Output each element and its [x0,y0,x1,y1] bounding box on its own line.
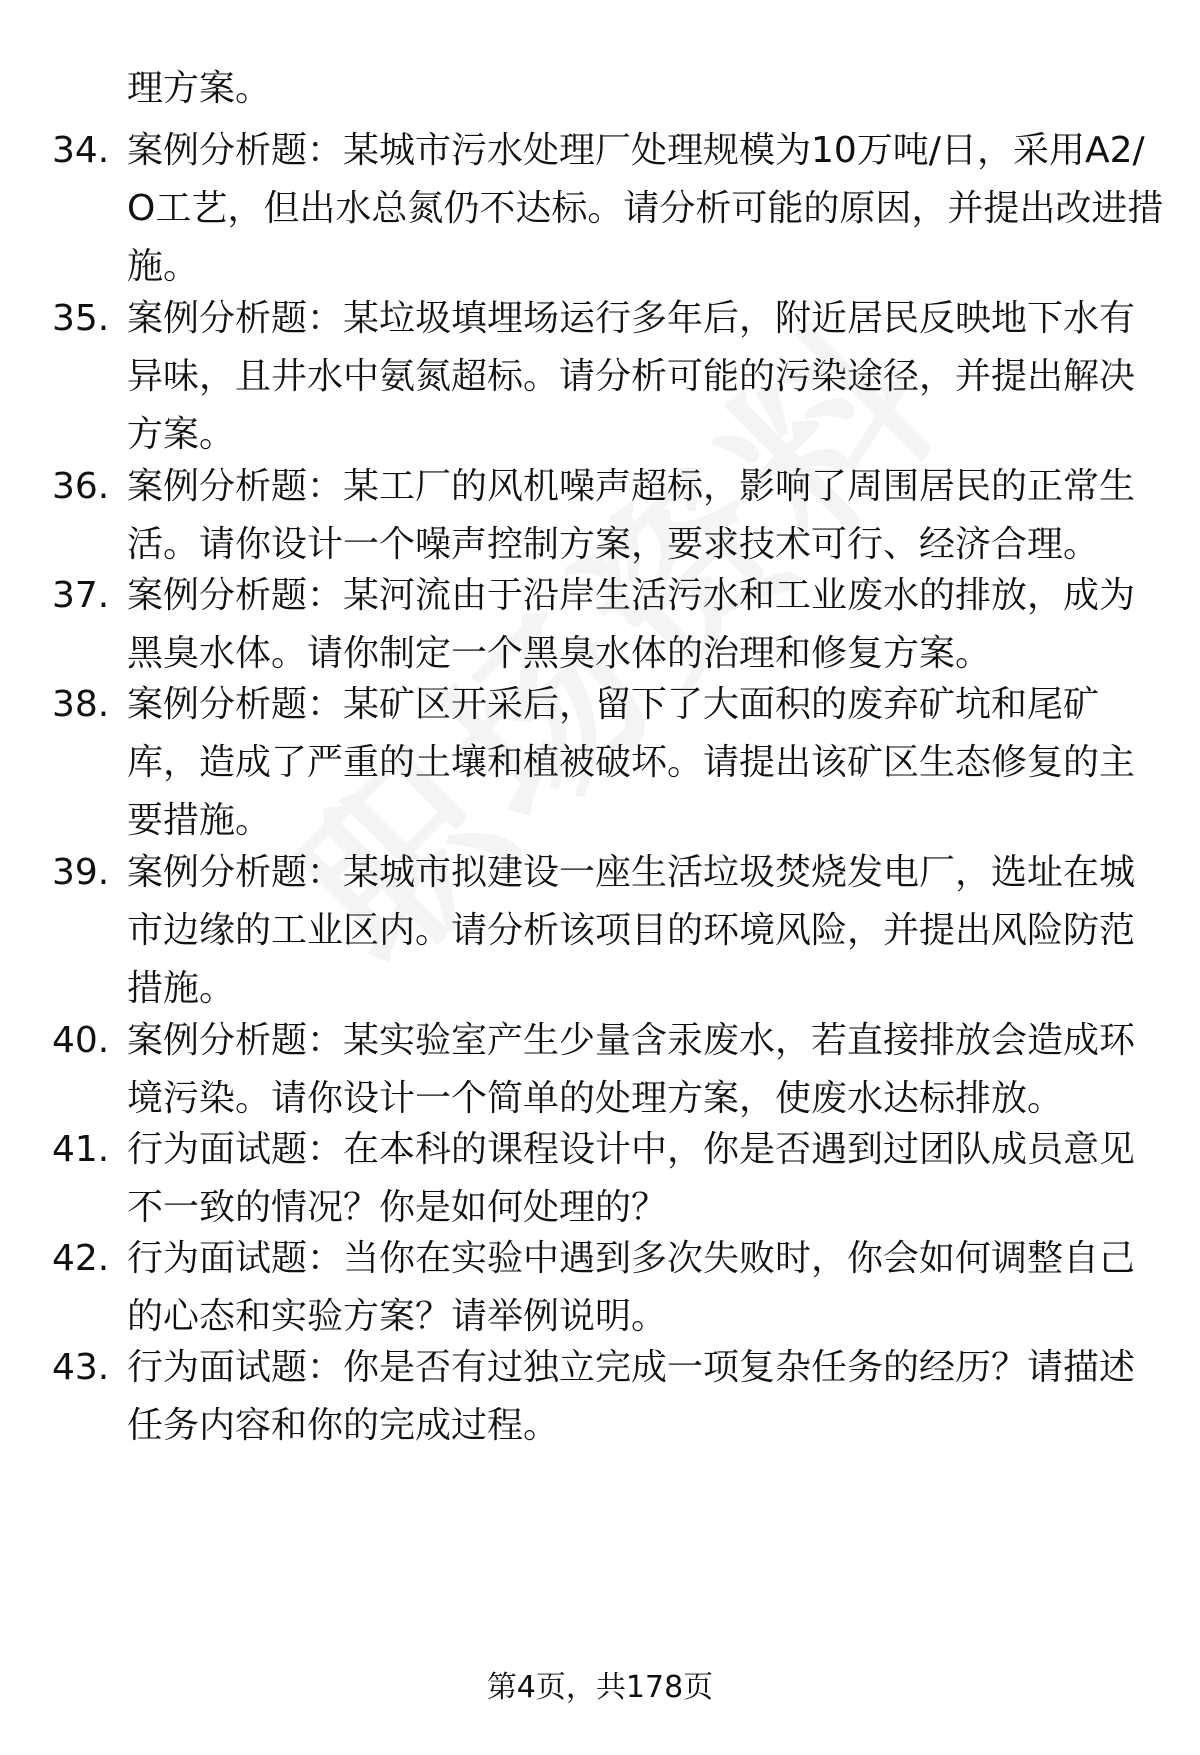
question-number: 37. [52,575,110,616]
question-number: 42. [52,1238,110,1279]
question-number: 36. [52,466,110,507]
question-number: 38. [52,684,110,725]
question-text: 行为面试题：你是否有过独立完成一项复杂任务的经历？请描述任务内容和你的完成过程。 [127,1347,1136,1446]
question-text: 案例分析题：某矿区开采后，留下了大面积的废弃矿坑和尾矿库，造成了严重的土壤和植被破坏。请提出该矿区生态修复的主要措施。 [127,684,1136,841]
question-text: 案例分析题：某河流由于沿岸生活污水和工业废水的排放，成为黑臭水体。请你制定一个黑臭水体的治理和修复方案。 [127,575,1136,674]
question-text: 案例分析题：某工厂的风机噪声超标，影响了周围居民的正常生活。请你设计一个噪声控制方案，要求技术可行、经济合理。 [127,466,1136,565]
continuation-text: 理方案。 [127,68,272,109]
question-text: 案例分析题：某垃圾填埋场运行多年后，附近居民反映地下水有异味，且井水中氨氮超标。请分析可能的污染途径，并提出解决方案。 [127,298,1136,455]
question-number: 41. [52,1129,110,1170]
question-number: 43. [52,1347,110,1388]
question-text: 案例分析题：某城市拟建设一座生活垃圾焚烧发电厂，选址在城市边缘的工业区内。请分析该项目的环境风险，并提出风险防范措施。 [127,852,1136,1009]
question-number: 39. [52,852,110,893]
question-number: 34. [52,130,110,171]
question-text: 案例分析题：某实验室产生少量含汞废水，若直接排放会造成环境污染。请你设计一个简单的处理方案，使废水达标排放。 [127,1020,1136,1119]
question-number: 40. [52,1020,110,1061]
question-text: 案例分析题：某城市污水处理厂处理规模为10万吨/日，采用A2/O工艺，但出水总氮仍不达标。请分析可能的原因，并提出改进措施。 [127,130,1164,287]
page-footer: 第4页，共178页 [486,1670,714,1705]
question-number: 35. [52,298,110,339]
question-text: 行为面试题：当你在实验中遇到多次失败时，你会如何调整自己的心态和实验方案？请举例说明。 [127,1238,1136,1337]
question-text: 行为面试题：在本科的课程设计中，你是否遇到过团队成员意见不一致的情况？你是如何处理的？ [127,1129,1136,1228]
